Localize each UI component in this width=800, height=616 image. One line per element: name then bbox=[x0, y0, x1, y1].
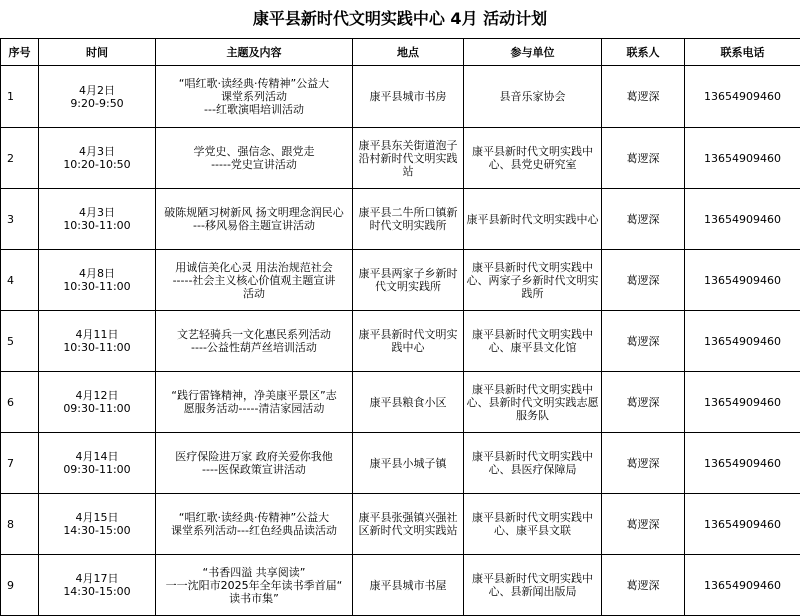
header-phone: 联系电话 bbox=[685, 39, 800, 66]
row-place: 康平县粮食小区 bbox=[353, 372, 464, 433]
row-phone: 13654909460 bbox=[685, 66, 800, 128]
row-date: 4月12日 bbox=[41, 389, 153, 402]
row-place: 康平县东关街道泡子沿村新时代文明实践站 bbox=[353, 128, 464, 189]
table-header-row bbox=[1, 39, 800, 66]
row-units: 康平县新时代文明实践中心、县新闻出版局 bbox=[464, 555, 602, 616]
header-time: 时间 bbox=[39, 39, 156, 66]
row-number: 9 bbox=[1, 555, 39, 616]
row-number: 6 bbox=[1, 372, 39, 433]
row-topic bbox=[156, 494, 353, 555]
table-row bbox=[1, 372, 800, 433]
row-date: 4月3日 bbox=[41, 145, 153, 158]
row-topic-line: 活动 bbox=[158, 287, 350, 300]
row-place: 康平县张强镇兴强社区新时代文明实践站 bbox=[353, 494, 464, 555]
row-date: 4月15日 bbox=[41, 511, 153, 524]
header-contact: 联系人 bbox=[602, 39, 685, 66]
row-topic-line: “唱红歌·读经典·传精神”公益大 bbox=[158, 511, 350, 524]
row-place: 康平县两家子乡新时代文明实践所 bbox=[353, 250, 464, 311]
row-topic bbox=[156, 66, 353, 128]
row-topic-line: -----党史宣讲活动 bbox=[158, 158, 350, 171]
row-units: 康平县新时代文明实践中心、两家子乡新时代文明实践所 bbox=[464, 250, 602, 311]
row-contact: 葛逻深 bbox=[602, 372, 685, 433]
row-place: 康平县小城子镇 bbox=[353, 433, 464, 494]
row-time-range: 14:30-15:00 bbox=[41, 585, 153, 598]
row-number: 5 bbox=[1, 311, 39, 372]
row-phone: 13654909460 bbox=[685, 128, 800, 189]
row-topic-line: 课堂系列活动---红色经典品读活动 bbox=[158, 524, 350, 537]
row-units: 康平县新时代文明实践中心、县医疗保障局 bbox=[464, 433, 602, 494]
page-title: 康平县新时代文明实践中心 4月 活动计划 bbox=[0, 0, 800, 38]
row-topic-line: 文艺轻骑兵一文化惠民系列活动 bbox=[158, 328, 350, 341]
row-time bbox=[39, 433, 156, 494]
row-time-range: 10:30-11:00 bbox=[41, 280, 153, 293]
row-contact: 葛逻深 bbox=[602, 128, 685, 189]
row-time bbox=[39, 128, 156, 189]
row-time-range: 09:30-11:00 bbox=[41, 463, 153, 476]
row-date: 4月8日 bbox=[41, 267, 153, 280]
row-contact: 葛逻深 bbox=[602, 433, 685, 494]
row-topic-line: “书香四溢 共享阅读” bbox=[158, 566, 350, 579]
activity-table bbox=[0, 38, 800, 616]
row-time bbox=[39, 372, 156, 433]
row-phone: 13654909460 bbox=[685, 433, 800, 494]
row-time bbox=[39, 311, 156, 372]
row-place: 康平县二牛所口镇新时代文明实践所 bbox=[353, 189, 464, 250]
row-topic-line: ---移风易俗主题宣讲活动 bbox=[158, 219, 350, 232]
row-contact: 葛逻深 bbox=[602, 250, 685, 311]
row-date: 4月2日 bbox=[41, 84, 153, 97]
row-phone: 13654909460 bbox=[685, 250, 800, 311]
row-contact: 葛逻深 bbox=[602, 189, 685, 250]
row-contact: 葛逻深 bbox=[602, 311, 685, 372]
row-topic bbox=[156, 189, 353, 250]
row-topic-line: ----医保政策宣讲活动 bbox=[158, 463, 350, 476]
row-topic bbox=[156, 555, 353, 616]
row-time-range: 10:20-10:50 bbox=[41, 158, 153, 171]
row-topic bbox=[156, 128, 353, 189]
row-time-range: 9:20-9:50 bbox=[41, 97, 153, 110]
header-units: 参与单位 bbox=[464, 39, 602, 66]
row-contact: 葛逻深 bbox=[602, 494, 685, 555]
table-row bbox=[1, 433, 800, 494]
table-row bbox=[1, 311, 800, 372]
row-date: 4月11日 bbox=[41, 328, 153, 341]
row-date: 4月14日 bbox=[41, 450, 153, 463]
row-topic-line: “践行雷锋精神，净美康平景区”志 bbox=[158, 389, 350, 402]
row-time-range: 10:30-11:00 bbox=[41, 341, 153, 354]
row-topic-line: 学党史、强信念、跟党走 bbox=[158, 145, 350, 158]
row-place: 康平县新时代文明实践中心 bbox=[353, 311, 464, 372]
row-time bbox=[39, 250, 156, 311]
header-topic: 主题及内容 bbox=[156, 39, 353, 66]
row-topic bbox=[156, 372, 353, 433]
row-phone: 13654909460 bbox=[685, 555, 800, 616]
table-row bbox=[1, 189, 800, 250]
row-number: 8 bbox=[1, 494, 39, 555]
row-contact: 葛逻深 bbox=[602, 66, 685, 128]
row-topic-line: “唱红歌·读经典·传精神”公益大 bbox=[158, 77, 350, 90]
row-topic-line: 一一沈阳市2025年全年读书季首届“ bbox=[158, 579, 350, 592]
row-units: 康平县新时代文明实践中心、康平县文化馆 bbox=[464, 311, 602, 372]
header-no: 序号 bbox=[1, 39, 39, 66]
row-contact: 葛逻深 bbox=[602, 555, 685, 616]
row-date: 4月3日 bbox=[41, 206, 153, 219]
row-topic bbox=[156, 433, 353, 494]
row-number: 3 bbox=[1, 189, 39, 250]
row-units: 县音乐家协会 bbox=[464, 66, 602, 128]
row-time-range: 09:30-11:00 bbox=[41, 402, 153, 415]
row-place: 康平县城市书房 bbox=[353, 66, 464, 128]
row-topic-line: 用诚信美化心灵 用法治规范社会 bbox=[158, 261, 350, 274]
row-topic-line: 读书市集” bbox=[158, 592, 350, 605]
row-time bbox=[39, 66, 156, 128]
table-row bbox=[1, 128, 800, 189]
row-topic-line: 课堂系列活动 bbox=[158, 90, 350, 103]
row-date: 4月17日 bbox=[41, 572, 153, 585]
row-phone: 13654909460 bbox=[685, 189, 800, 250]
row-topic-line: ---红歌演唱培训活动 bbox=[158, 103, 350, 116]
row-phone: 13654909460 bbox=[685, 311, 800, 372]
row-topic-line: ----公益性葫芦丝培训活动 bbox=[158, 341, 350, 354]
row-time bbox=[39, 494, 156, 555]
header-place: 地点 bbox=[353, 39, 464, 66]
row-number: 4 bbox=[1, 250, 39, 311]
table-row bbox=[1, 494, 800, 555]
row-phone: 13654909460 bbox=[685, 372, 800, 433]
table-row bbox=[1, 66, 800, 128]
row-units: 康平县新时代文明实践中心、县党史研究室 bbox=[464, 128, 602, 189]
table-row bbox=[1, 555, 800, 616]
row-number: 7 bbox=[1, 433, 39, 494]
row-units: 康平县新时代文明实践中心、县新时代文明实践志愿服务队 bbox=[464, 372, 602, 433]
table-row bbox=[1, 250, 800, 311]
row-phone: 13654909460 bbox=[685, 494, 800, 555]
row-units: 康平县新时代文明实践中心 bbox=[464, 189, 602, 250]
row-time-range: 14:30-15:00 bbox=[41, 524, 153, 537]
row-place: 康平县城市书屋 bbox=[353, 555, 464, 616]
row-topic-line: 愿服务活动-----清洁家园活动 bbox=[158, 402, 350, 415]
row-units: 康平县新时代文明实践中心、康平县文联 bbox=[464, 494, 602, 555]
row-topic bbox=[156, 311, 353, 372]
row-topic-line: 破陈规陋习树新风 扬文明理念润民心 bbox=[158, 206, 350, 219]
row-number: 1 bbox=[1, 66, 39, 128]
row-time-range: 10:30-11:00 bbox=[41, 219, 153, 232]
row-time bbox=[39, 555, 156, 616]
row-topic-line: 医疗保险进万家 政府关爱你我他 bbox=[158, 450, 350, 463]
row-topic bbox=[156, 250, 353, 311]
row-time bbox=[39, 189, 156, 250]
row-number: 2 bbox=[1, 128, 39, 189]
row-topic-line: -----社会主义核心价值观主题宣讲 bbox=[158, 274, 350, 287]
